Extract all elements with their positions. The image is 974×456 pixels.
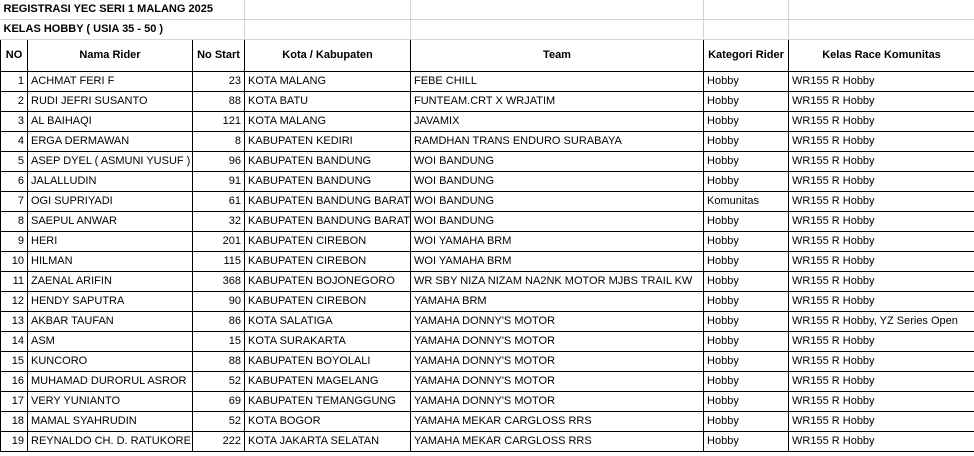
title-row [1, 0, 974, 20]
subtitle-row [1, 20, 974, 40]
cell-no-start[interactable]: 61 [193, 192, 245, 212]
cell-kelas[interactable]: WR155 R Hobby, YZ Series Open [789, 312, 974, 332]
cell-no[interactable]: 8 [1, 212, 28, 232]
sheet-subtitle[interactable]: KELAS HOBBY ( USIA 35 - 50 ) [1, 20, 245, 40]
header-team[interactable]: Team [411, 40, 704, 72]
cell-nama-rider[interactable]: RUDI JEFRI SUSANTO [28, 92, 193, 112]
header-no-start[interactable]: No Start [193, 40, 245, 72]
table-row [1, 252, 974, 272]
cell-kategori[interactable]: Hobby [704, 112, 789, 132]
cell-no-start[interactable]: 52 [193, 412, 245, 432]
cell-kategori[interactable]: Hobby [704, 312, 789, 332]
cell-nama-rider[interactable]: AL BAIHAQI [28, 112, 193, 132]
table-row [1, 92, 974, 112]
cell-kota[interactable]: KABUPATEN MAGELANG [245, 372, 411, 392]
header-kategori-rider[interactable]: Kategori Rider [704, 40, 789, 72]
cell-kategori[interactable]: Hobby [704, 232, 789, 252]
cell-kota[interactable]: KABUPATEN KEDIRI [245, 132, 411, 152]
empty-cell[interactable] [789, 0, 974, 20]
cell-nama-rider[interactable]: JALALLUDIN [28, 172, 193, 192]
cell-nama-rider[interactable]: ASEP DYEL ( ASMUNI YUSUF ) [28, 152, 193, 172]
cell-kota[interactable]: KABUPATEN BANDUNG BARAT [245, 192, 411, 212]
cell-kelas[interactable]: WR155 R Hobby [789, 372, 974, 392]
cell-kategori[interactable]: Hobby [704, 172, 789, 192]
table-row [1, 212, 974, 232]
cell-no[interactable]: 7 [1, 192, 28, 212]
empty-cell[interactable] [245, 0, 411, 20]
cell-kelas[interactable]: WR155 R Hobby [789, 112, 974, 132]
cell-no-start[interactable]: 15 [193, 332, 245, 352]
cell-team[interactable]: WOI BANDUNG [411, 192, 704, 212]
cell-kelas[interactable]: WR155 R Hobby [789, 192, 974, 212]
table-row [1, 352, 974, 372]
cell-kota[interactable]: KABUPATEN BOYOLALI [245, 352, 411, 372]
cell-no-start[interactable]: 121 [193, 112, 245, 132]
table-row [1, 152, 974, 172]
cell-kota[interactable]: KABUPATEN BANDUNG [245, 172, 411, 192]
cell-nama-rider[interactable]: ASM [28, 332, 193, 352]
cell-no[interactable]: 13 [1, 312, 28, 332]
cell-nama-rider[interactable]: MUHAMAD DURORUL ASROR [28, 372, 193, 392]
cell-team[interactable]: WOI BANDUNG [411, 212, 704, 232]
cell-team[interactable]: FUNTEAM.CRT X WRJATIM [411, 92, 704, 112]
cell-kategori[interactable]: Komunitas [704, 192, 789, 212]
cell-kategori[interactable]: Hobby [704, 272, 789, 292]
cell-no[interactable]: 5 [1, 152, 28, 172]
table-row [1, 132, 974, 152]
cell-no-start[interactable]: 368 [193, 272, 245, 292]
header-row [1, 40, 974, 72]
header-no[interactable]: NO [1, 40, 28, 72]
cell-kota[interactable]: KABUPATEN TEMANGGUNG [245, 392, 411, 412]
cell-nama-rider[interactable]: HILMAN [28, 252, 193, 272]
cell-no[interactable]: 18 [1, 412, 28, 432]
cell-no-start[interactable]: 8 [193, 132, 245, 152]
table-row [1, 372, 974, 392]
cell-no[interactable]: 4 [1, 132, 28, 152]
cell-team[interactable]: YAMAHA MEKAR CARGLOSS RRS [411, 412, 704, 432]
empty-cell[interactable] [789, 20, 974, 40]
header-nama-rider[interactable]: Nama Rider [28, 40, 193, 72]
cell-kategori[interactable]: Hobby [704, 92, 789, 112]
cell-no-start[interactable]: 23 [193, 72, 245, 92]
cell-kota[interactable]: KABUPATEN CIREBON [245, 232, 411, 252]
cell-kota[interactable]: KABUPATEN CIREBON [245, 292, 411, 312]
cell-kota[interactable]: KABUPATEN BANDUNG BARAT [245, 212, 411, 232]
cell-team[interactable]: WOI YAMAHA BRM [411, 252, 704, 272]
cell-kelas[interactable]: WR155 R Hobby [789, 252, 974, 272]
cell-team[interactable]: WR SBY NIZA NIZAM NA2NK MOTOR MJBS TRAIL KW [411, 272, 704, 292]
empty-cell[interactable] [245, 20, 411, 40]
cell-no-start[interactable]: 86 [193, 312, 245, 332]
cell-no[interactable]: 15 [1, 352, 28, 372]
cell-team[interactable]: YAMAHA DONNY'S MOTOR [411, 332, 704, 352]
cell-no-start[interactable]: 222 [193, 432, 245, 452]
cell-kategori[interactable]: Hobby [704, 212, 789, 232]
cell-kelas[interactable]: WR155 R Hobby [789, 72, 974, 92]
cell-kelas[interactable]: WR155 R Hobby [789, 272, 974, 292]
cell-no-start[interactable]: 69 [193, 392, 245, 412]
empty-cell[interactable] [704, 0, 789, 20]
cell-kategori[interactable]: Hobby [704, 432, 789, 452]
table-row [1, 332, 974, 352]
cell-team[interactable]: YAMAHA DONNY'S MOTOR [411, 312, 704, 332]
cell-no[interactable]: 2 [1, 92, 28, 112]
cell-kelas[interactable]: WR155 R Hobby [789, 432, 974, 452]
cell-nama-rider[interactable]: ZAENAL ARIFIN [28, 272, 193, 292]
cell-team[interactable]: JAVAMIX [411, 112, 704, 132]
cell-kota[interactable]: KOTA MALANG [245, 112, 411, 132]
cell-team[interactable]: YAMAHA DONNY'S MOTOR [411, 392, 704, 412]
cell-kota[interactable]: KOTA JAKARTA SELATAN [245, 432, 411, 452]
table-row [1, 412, 974, 432]
cell-nama-rider[interactable]: KUNCORO [28, 352, 193, 372]
cell-no-start[interactable]: 201 [193, 232, 245, 252]
cell-kelas[interactable]: WR155 R Hobby [789, 292, 974, 312]
cell-kota[interactable]: KOTA SALATIGA [245, 312, 411, 332]
cell-nama-rider[interactable]: AKBAR TAUFAN [28, 312, 193, 332]
cell-no-start[interactable]: 32 [193, 212, 245, 232]
cell-team[interactable]: WOI YAMAHA BRM [411, 232, 704, 252]
cell-nama-rider[interactable]: ACHMAT FERI F [28, 72, 193, 92]
cell-team[interactable]: YAMAHA MEKAR CARGLOSS RRS [411, 432, 704, 452]
cell-kelas[interactable]: WR155 R Hobby [789, 352, 974, 372]
empty-cell[interactable] [411, 20, 704, 40]
header-kota-kabupaten[interactable]: Kota / Kabupaten [245, 40, 411, 72]
cell-kelas[interactable]: WR155 R Hobby [789, 132, 974, 152]
cell-kelas[interactable]: WR155 R Hobby [789, 332, 974, 352]
cell-no-start[interactable]: 88 [193, 352, 245, 372]
cell-nama-rider[interactable]: OGI SUPRIYADI [28, 192, 193, 212]
cell-no[interactable]: 11 [1, 272, 28, 292]
cell-team[interactable]: YAMAHA DONNY'S MOTOR [411, 352, 704, 372]
cell-nama-rider[interactable]: VERY YUNIANTO [28, 392, 193, 412]
empty-cell[interactable] [704, 20, 789, 40]
cell-kategori[interactable]: Hobby [704, 72, 789, 92]
cell-no[interactable]: 6 [1, 172, 28, 192]
table-row [1, 112, 974, 132]
table-row [1, 232, 974, 252]
cell-kategori[interactable]: Hobby [704, 392, 789, 412]
cell-no[interactable]: 14 [1, 332, 28, 352]
cell-no-start[interactable]: 88 [193, 92, 245, 112]
cell-no[interactable]: 19 [1, 432, 28, 452]
cell-team[interactable]: WOI BANDUNG [411, 152, 704, 172]
cell-nama-rider[interactable]: HERI [28, 232, 193, 252]
cell-team[interactable]: WOI BANDUNG [411, 172, 704, 192]
cell-no-start[interactable]: 90 [193, 292, 245, 312]
cell-kategori[interactable]: Hobby [704, 292, 789, 312]
table-row [1, 432, 974, 452]
cell-no[interactable]: 9 [1, 232, 28, 252]
cell-kategori[interactable]: Hobby [704, 252, 789, 272]
cell-kelas[interactable]: WR155 R Hobby [789, 92, 974, 112]
cell-kota[interactable]: KOTA BOGOR [245, 412, 411, 432]
cell-kelas[interactable]: WR155 R Hobby [789, 232, 974, 252]
cell-nama-rider[interactable]: REYNALDO CH. D. RATUKORE [28, 432, 193, 452]
cell-kelas[interactable]: WR155 R Hobby [789, 412, 974, 432]
cell-kelas[interactable]: WR155 R Hobby [789, 152, 974, 172]
cell-no-start[interactable]: 52 [193, 372, 245, 392]
cell-kota[interactable]: KOTA SURAKARTA [245, 332, 411, 352]
cell-kelas[interactable]: WR155 R Hobby [789, 212, 974, 232]
cell-kategori[interactable]: Hobby [704, 332, 789, 352]
cell-no[interactable]: 12 [1, 292, 28, 312]
cell-nama-rider[interactable]: MAMAL SYAHRUDIN [28, 412, 193, 432]
table-row [1, 72, 974, 92]
cell-team[interactable]: YAMAHA BRM [411, 292, 704, 312]
cell-team[interactable]: RAMDHAN TRANS ENDURO SURABAYA [411, 132, 704, 152]
cell-no[interactable]: 17 [1, 392, 28, 412]
cell-no[interactable]: 1 [1, 72, 28, 92]
cell-nama-rider[interactable]: ERGA DERMAWAN [28, 132, 193, 152]
header-kelas-race[interactable]: Kelas Race Komunitas [789, 40, 974, 72]
cell-no-start[interactable]: 91 [193, 172, 245, 192]
cell-no[interactable]: 10 [1, 252, 28, 272]
cell-no-start[interactable]: 96 [193, 152, 245, 172]
cell-no-start[interactable]: 115 [193, 252, 245, 272]
cell-team[interactable]: FEBE CHILL [411, 72, 704, 92]
cell-kategori[interactable]: Hobby [704, 152, 789, 172]
empty-cell[interactable] [411, 0, 704, 20]
cell-kategori[interactable]: Hobby [704, 372, 789, 392]
table-row [1, 392, 974, 412]
cell-kelas[interactable]: WR155 R Hobby [789, 172, 974, 192]
cell-nama-rider[interactable]: SAEPUL ANWAR [28, 212, 193, 232]
cell-kategori[interactable]: Hobby [704, 352, 789, 372]
cell-no[interactable]: 3 [1, 112, 28, 132]
table-row [1, 172, 974, 192]
cell-no[interactable]: 16 [1, 372, 28, 392]
table-row [1, 192, 974, 212]
cell-kategori[interactable]: Hobby [704, 412, 789, 432]
cell-team[interactable]: YAMAHA DONNY'S MOTOR [411, 372, 704, 392]
cell-nama-rider[interactable]: HENDY SAPUTRA [28, 292, 193, 312]
cell-kategori[interactable]: Hobby [704, 132, 789, 152]
table-row [1, 272, 974, 292]
table-row [1, 312, 974, 332]
sheet-title[interactable]: REGISTRASI YEC SERI 1 MALANG 2025 [1, 0, 245, 20]
cell-kota[interactable]: KABUPATEN BOJONEGORO [245, 272, 411, 292]
cell-kota[interactable]: KABUPATEN CIREBON [245, 252, 411, 272]
cell-kota[interactable]: KABUPATEN BANDUNG [245, 152, 411, 172]
cell-kelas[interactable]: WR155 R Hobby [789, 392, 974, 412]
table-row [1, 292, 974, 312]
cell-kota[interactable]: KOTA BATU [245, 92, 411, 112]
cell-kota[interactable]: KOTA MALANG [245, 72, 411, 92]
